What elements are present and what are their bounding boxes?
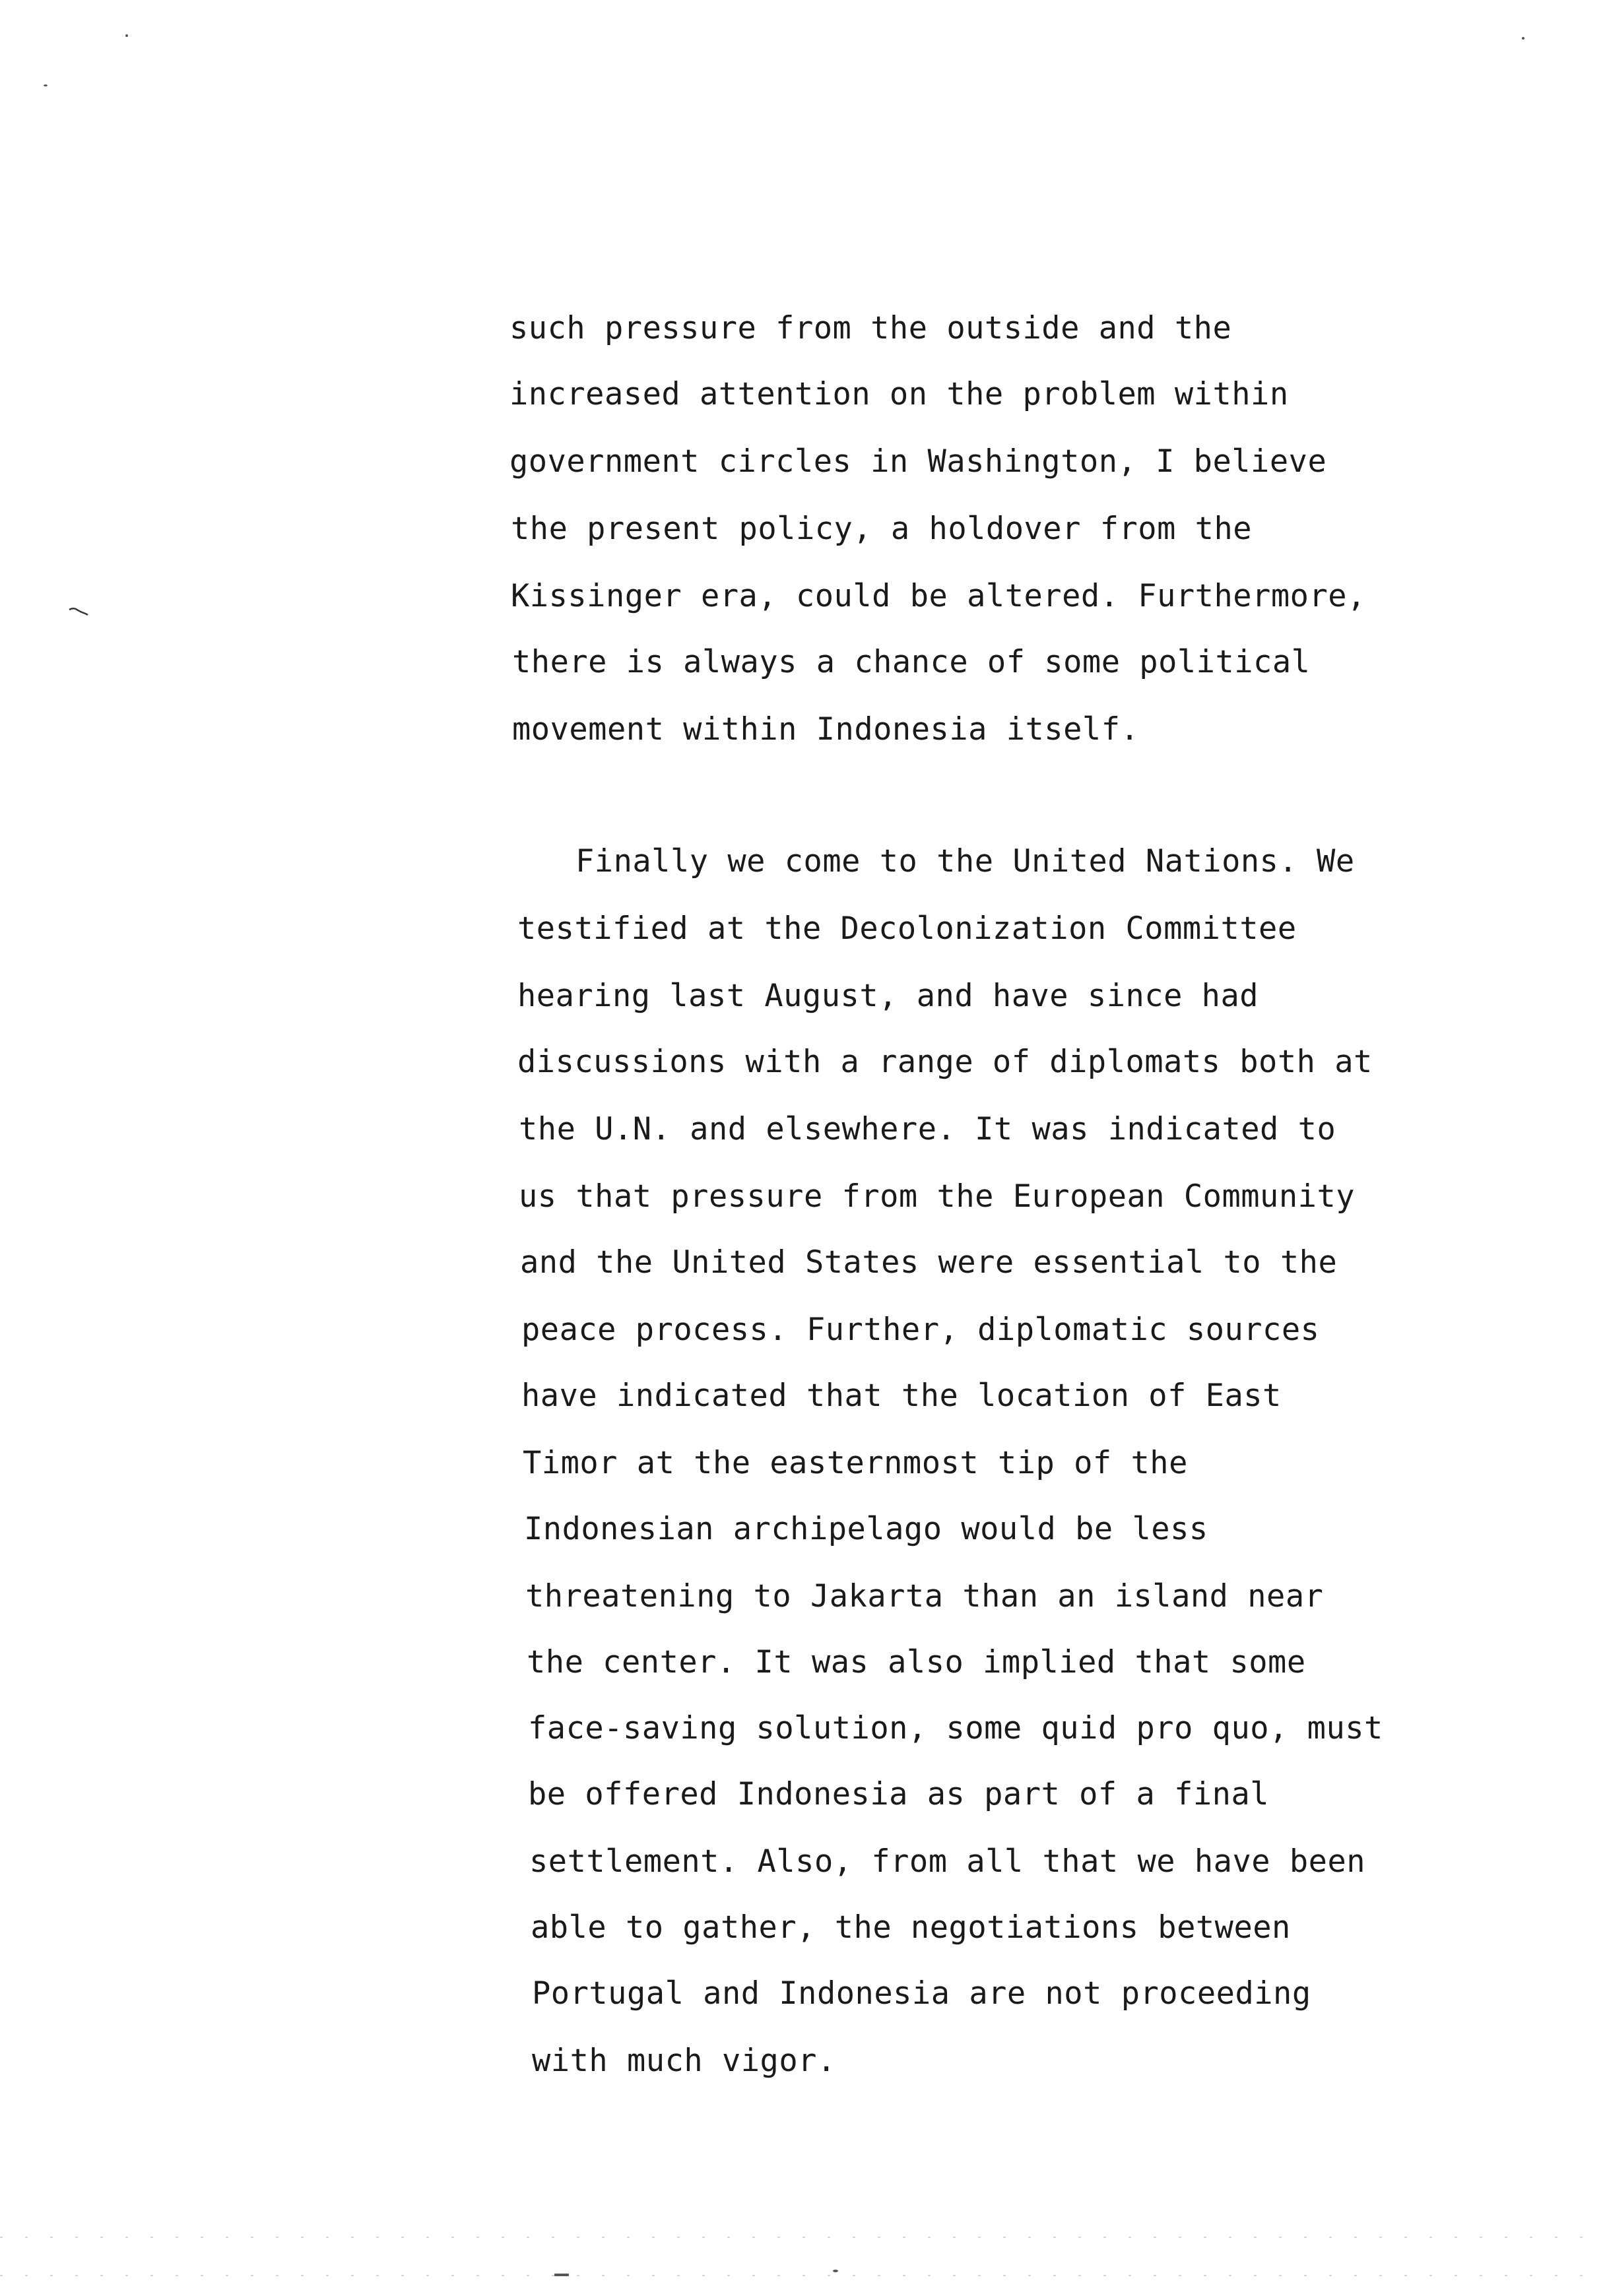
scan-speck (1522, 37, 1524, 40)
text-line: the center. It was also implied that some (527, 1644, 1306, 1680)
text-line: settlement. Also, from all that we have been (529, 1843, 1366, 1880)
text-line: hearing last August, and have since had (517, 978, 1259, 1014)
text-line: Timor at the easternmost tip of the (523, 1445, 1188, 1481)
text-line: there is always a chance of some political (512, 644, 1311, 680)
text-line: Indonesian archipelago would be less (524, 1511, 1208, 1547)
text-line: and the United States were essential to the (520, 1244, 1338, 1281)
text-line: movement within Indonesia itself. (512, 711, 1140, 748)
scan-noise (0, 2237, 1605, 2238)
text-line: with much vigor. (532, 2043, 836, 2079)
text-line: be offered Indonesia as part of a final (528, 1776, 1270, 1812)
text-line: have indicated that the location of East (521, 1378, 1282, 1414)
scan-speck (125, 34, 128, 37)
text-line: increased attention on the problem within (509, 376, 1289, 412)
text-line: us that pressure from the European Community (519, 1178, 1356, 1215)
text-line: discussions with a range of diplomats both at (517, 1044, 1373, 1080)
text-line: the present policy, a holdover from the (511, 511, 1253, 547)
text-line: the U.N. and elsewhere. It was indicated to (519, 1111, 1336, 1147)
text-line: Finally we come to the United Nations. We (575, 843, 1355, 879)
text-line: able to gather, the negotiations between (531, 1909, 1291, 1946)
text-line: such pressure from the outside and the (509, 310, 1232, 346)
text-line: Kissinger era, could be altered. Furthermore, (511, 578, 1366, 614)
text-line: government circles in Washington, I believe (509, 443, 1327, 480)
text-line: testified at the Decolonization Committee (517, 910, 1297, 947)
scan-speck (833, 2270, 838, 2272)
text-line: face-saving solution, some quid pro quo, must (528, 1710, 1383, 1746)
scan-speck (44, 84, 48, 86)
scan-noise (0, 2275, 1605, 2276)
text-line: peace process. Further, diplomatic sources (521, 1312, 1320, 1348)
text-line: threatening to Jakarta than an island near (525, 1578, 1324, 1614)
margin-mark (69, 607, 88, 616)
text-line: Portugal and Indonesia are not proceeding (532, 1975, 1311, 2012)
